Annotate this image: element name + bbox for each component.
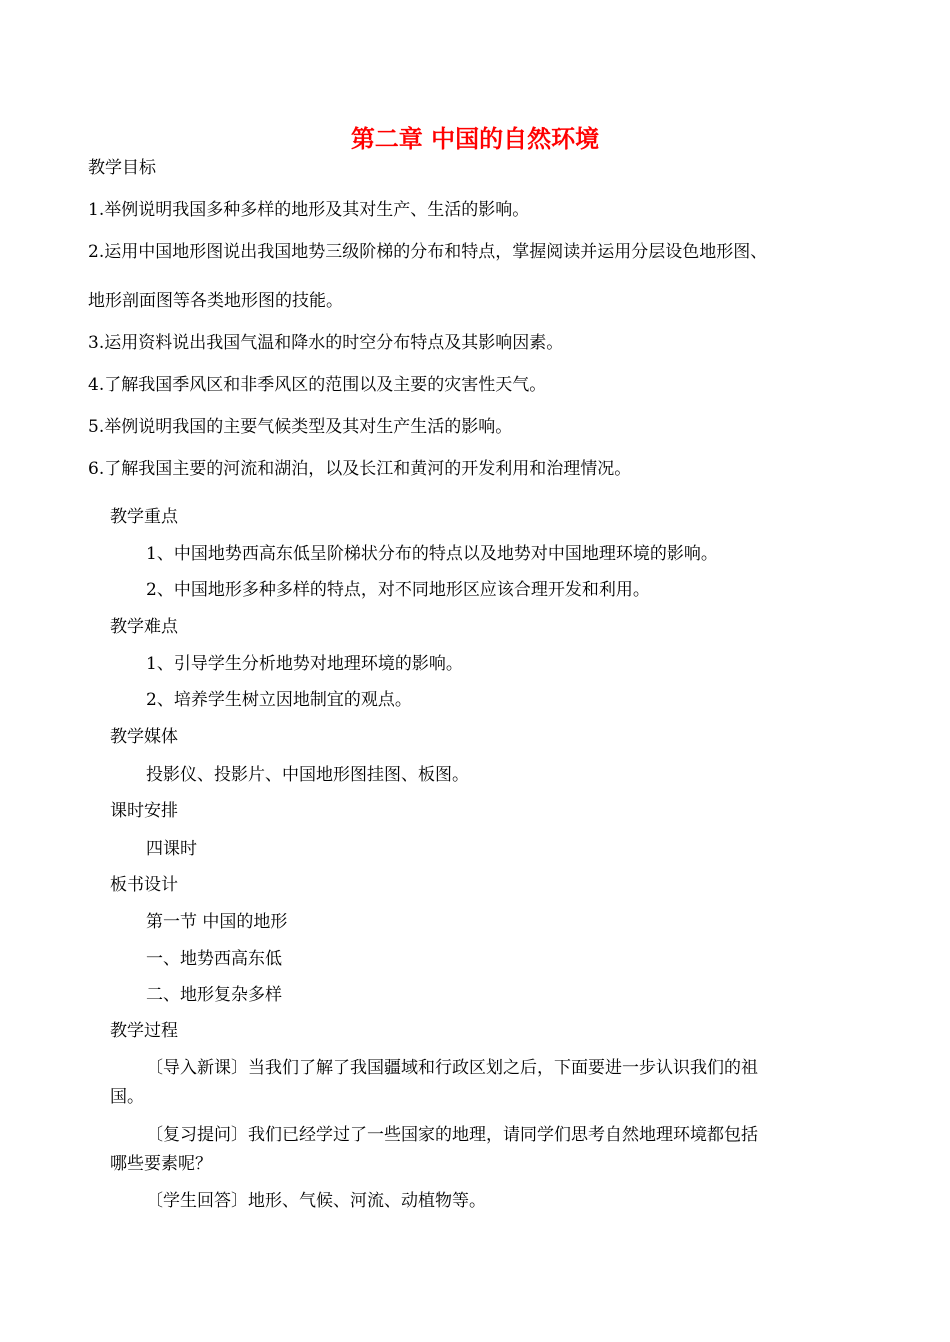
board-design-item-1: 第一节 中国的地形 [146,912,288,932]
process-item-3: 〔学生回答〕地形、气候、河流、动植物等。 [146,1191,486,1211]
process-item-2-cont: 哪些要素呢？ [110,1154,212,1174]
schedule-item-1: 四课时 [146,839,197,859]
chapter-title: 第二章 中国的自然环境 [350,125,600,153]
media-heading: 教学媒体 [110,727,178,747]
process-heading: 教学过程 [110,1021,178,1041]
board-design-item-3: 二、地形复杂多样 [146,985,282,1005]
media-item-1: 投影仪、投影片、中国地形图挂图、板图。 [146,765,469,785]
objectives-heading: 教学目标 [88,158,156,178]
difficulty-item-1: 1、引导学生分析地势对地理环境的影响。 [146,654,463,674]
objective-item-4: 4.了解我国季风区和非季风区的范围以及主要的灾害性天气。 [88,375,547,395]
difficulty-item-2: 2、培养学生树立因地制宜的观点。 [146,690,412,710]
key-points-heading: 教学重点 [110,507,178,527]
objective-item-2-cont: 地形剖面图等各类地形图的技能。 [88,291,343,311]
board-design-heading: 板书设计 [110,875,178,895]
key-point-item-1: 1、中国地势西高东低呈阶梯状分布的特点以及地势对中国地理环境的影响。 [146,544,718,564]
difficulties-heading: 教学难点 [110,617,178,637]
process-item-1-cont: 国。 [110,1087,144,1107]
board-design-item-2: 一、地势西高东低 [146,949,282,969]
schedule-heading: 课时安排 [110,801,178,821]
process-item-2: 〔复习提问〕我们已经学过了一些国家的地理，请同学们思考自然地理环境都包括 [146,1125,758,1145]
key-point-item-2: 2、中国地形多种多样的特点，对不同地形区应该合理开发和利用。 [146,580,650,600]
process-item-1: 〔导入新课〕当我们了解了我国疆域和行政区划之后，下面要进一步认识我们的祖 [146,1058,758,1078]
objective-item-6: 6.了解我国主要的河流和湖泊，以及长江和黄河的开发利用和治理情况。 [88,459,632,479]
objective-item-1: 1.举例说明我国多种多样的地形及其对生产、生活的影响。 [88,200,530,220]
objective-item-3: 3.运用资料说出我国气温和降水的时空分布特点及其影响因素。 [88,333,564,353]
objective-item-2: 2.运用中国地形图说出我国地势三级阶梯的分布和特点，掌握阅读并运用分层设色地形图、 [88,242,768,262]
objective-item-5: 5.举例说明我国的主要气候类型及其对生产生活的影响。 [88,417,513,437]
